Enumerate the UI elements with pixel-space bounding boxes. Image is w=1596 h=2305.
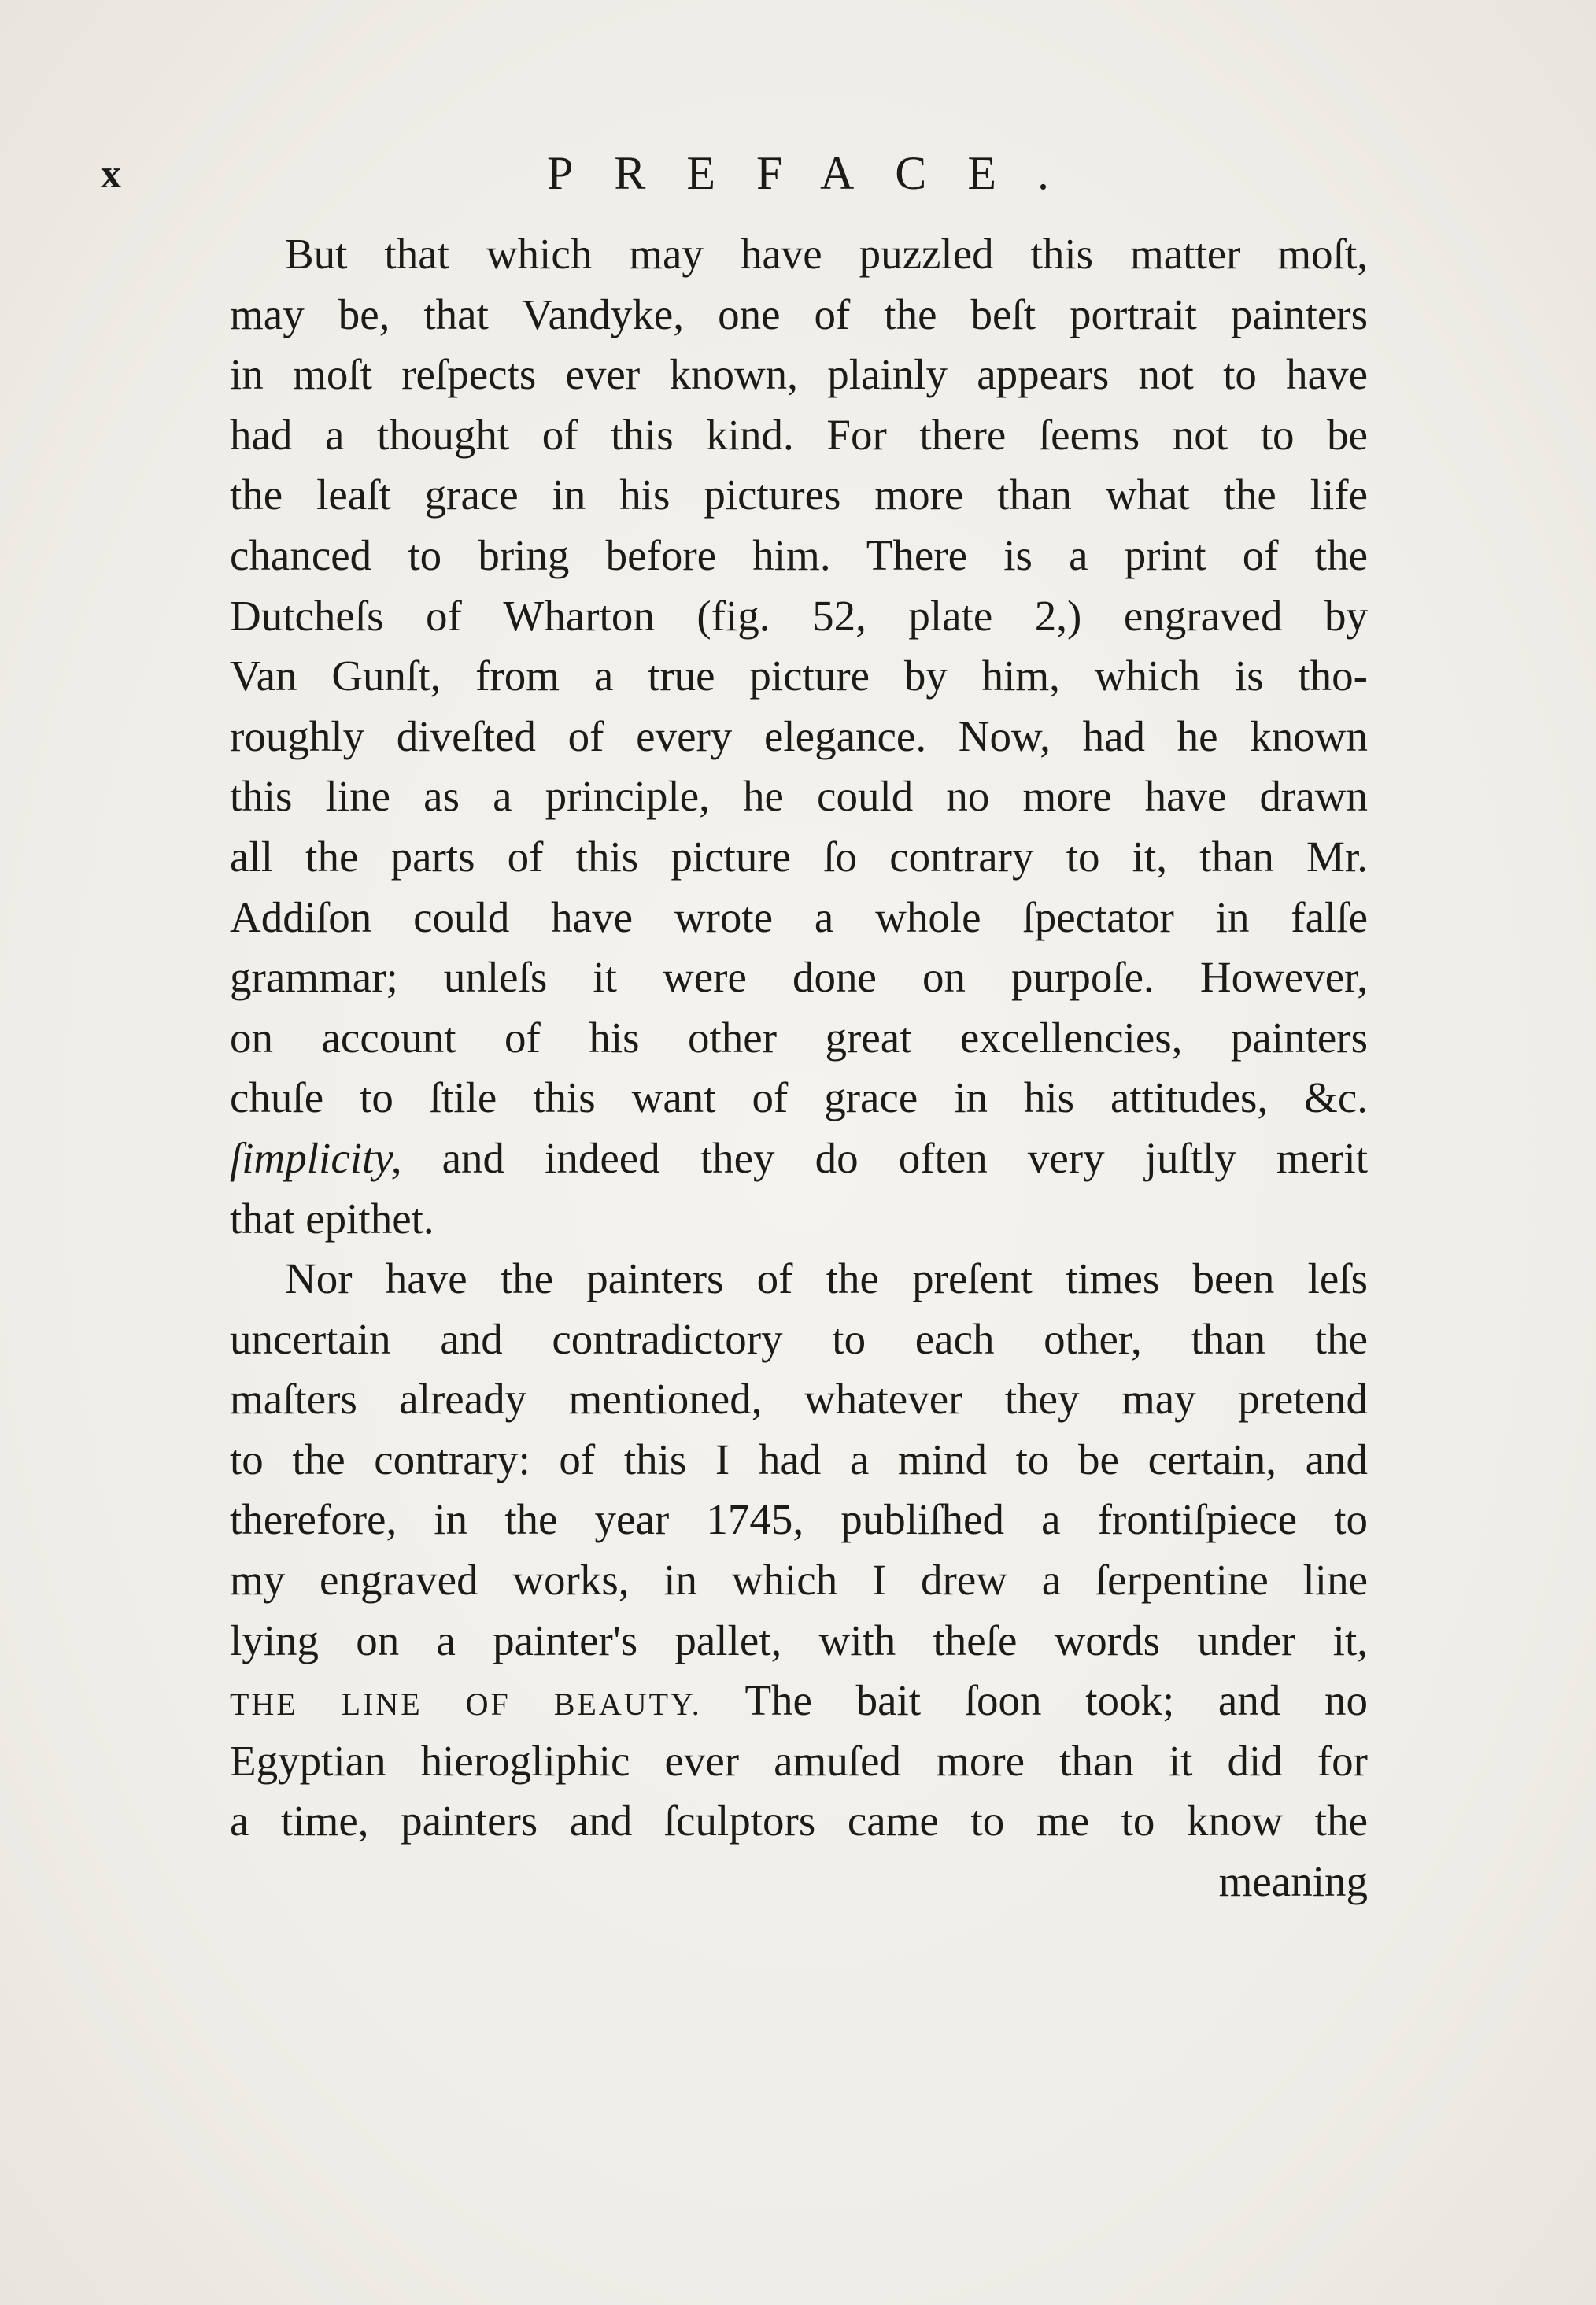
text-line: my engraved works, in which I drew a ſerpentine line xyxy=(230,1556,1368,1605)
text-line: lying on a painter's pallet, with theſe words under it, xyxy=(230,1616,1368,1664)
text-line: Van Gunſt, from a true picture by him, which is tho- xyxy=(230,652,1368,700)
text-line: this line as a principle, he could no more have drawn xyxy=(230,772,1368,821)
text-line: Addiſon could have wrote a whole ſpectator in falſe xyxy=(230,892,1368,941)
text-line: therefore, in the year 1745, publiſhed a frontiſpiece to xyxy=(230,1495,1368,1544)
text-line: a time, painters and ſculptors came to me to know the xyxy=(230,1797,1368,1845)
text-line: uncertain and contradictory to each other, than the xyxy=(230,1314,1368,1363)
text-line: Egyptian hierogliphic ever amuſed more than it did for xyxy=(230,1736,1368,1785)
italic-word: ſimplicity, xyxy=(230,1133,402,1182)
text-line: all the parts of this picture ſo contrary to it, than Mr. xyxy=(230,832,1368,881)
text-line: Dutcheſs of Wharton (fig. 52, plate 2,) engraved by xyxy=(230,591,1368,640)
text-line: chuſe to ſtile this want of grace in his attitudes, &c. xyxy=(230,1073,1368,1122)
page-number: x xyxy=(101,152,121,197)
small-caps-phrase: THE LINE OF BEAUTY. xyxy=(230,1686,702,1723)
running-head: PREFACE. xyxy=(547,147,1090,199)
body-text xyxy=(230,224,1368,1912)
text-line: the leaſt grace in his pictures more than what the life xyxy=(230,471,1368,519)
text-line: had a thought of this kind. For there ſeems not to be xyxy=(230,410,1368,459)
catchword: meaning xyxy=(1218,1857,1368,1906)
text-line: that epithet. xyxy=(230,1194,434,1243)
text-line-with-italic xyxy=(230,1128,1368,1189)
text-line: grammar; unleſs it were done on purpoſe. However, xyxy=(230,953,1368,1002)
text-line-with-small-caps xyxy=(230,1671,1368,1731)
text-line: Nor have the painters of the preſent times been leſs xyxy=(285,1254,1368,1303)
line-remainder: and indeed they do often very juſtly merit xyxy=(441,1133,1369,1182)
text-line: on account of his other great excellencies, painters xyxy=(230,1013,1368,1062)
text-line: may be, that Vandyke, one of the beſt portrait painters xyxy=(230,290,1368,338)
text-line: But that which may have puzzled this matter moſt, xyxy=(285,230,1368,278)
text-line: in moſt reſpects ever known, plainly appears not to have xyxy=(230,350,1368,399)
text-line: to the contrary: of this I had a mind to be certain, and xyxy=(230,1435,1368,1483)
text-line: maſters already mentioned, whatever they may pretend xyxy=(230,1375,1368,1424)
text-line: chanced to bring before him. There is a print of the xyxy=(230,530,1368,579)
line-remainder: The bait ſoon took; and no xyxy=(744,1676,1368,1725)
text-line: roughly diveſted of every elegance. Now, had he known xyxy=(230,711,1368,760)
